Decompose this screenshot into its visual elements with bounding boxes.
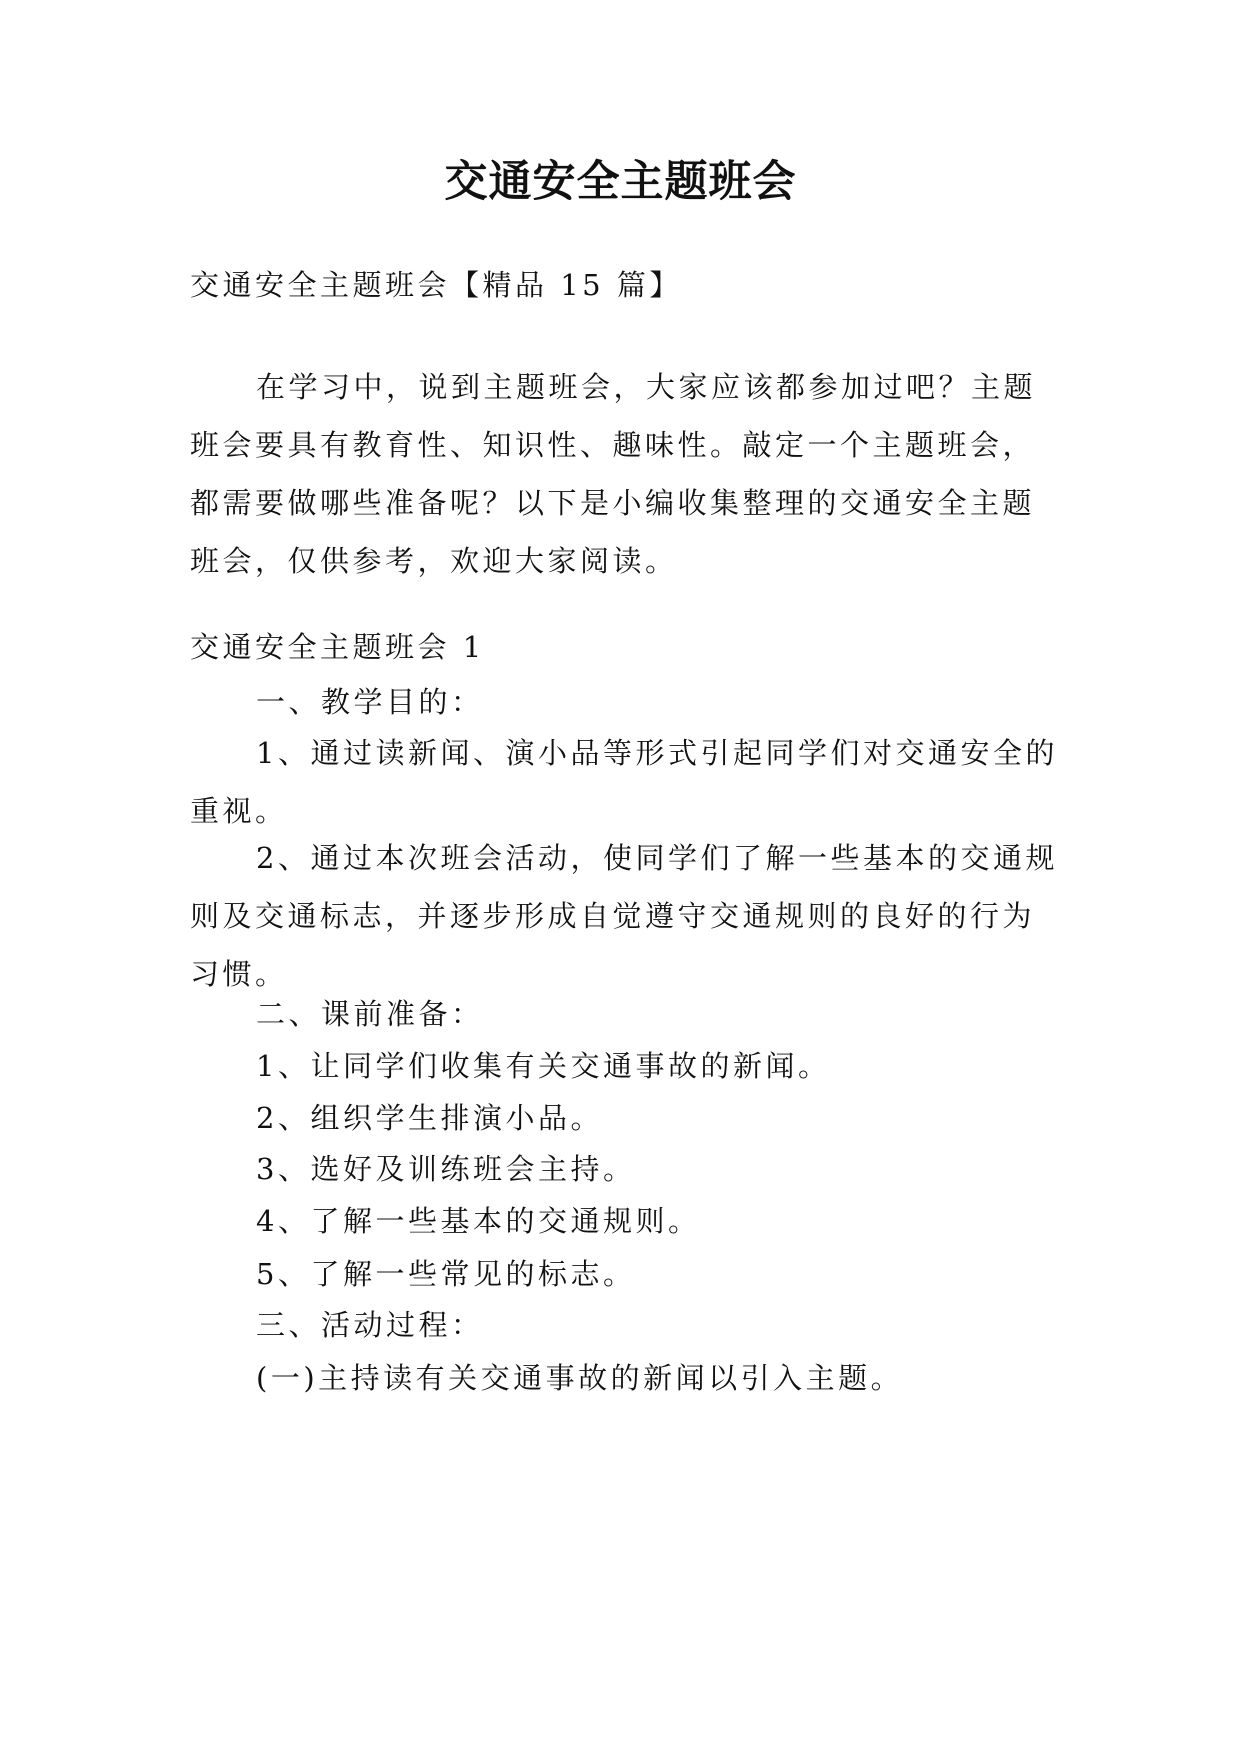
list-item: 二、课前准备： bbox=[256, 997, 484, 1031]
list-item: 5、了解一些常见的标志。 bbox=[256, 1257, 636, 1291]
list-item: (一)主持读有关交通事故的新闻以引入主题。 bbox=[256, 1361, 904, 1395]
list-item: 2、通过本次班会活动，使同学们了解一些基本的交通规则及交通标志，并逐步形成自觉遵守交通规则的良好的行为习惯。 bbox=[190, 841, 1058, 991]
section-heading: 交通安全主题班会 1 bbox=[190, 630, 485, 664]
intro-paragraph: 在学习中，说到主题班会，大家应该都参加过吧？主题班会要具有教育性、知识性、趣味性。敲定一个主题班会，都需要做哪些准备呢？以下是小编收集整理的交通安全主题班会，仅供参考，欢迎大家阅读。 bbox=[190, 370, 1037, 578]
document-title: 交通安全主题班会 bbox=[444, 157, 797, 207]
list-item: 3、选好及训练班会主持。 bbox=[256, 1152, 636, 1186]
list-item: 4、了解一些基本的交通规则。 bbox=[256, 1204, 701, 1238]
list-item: 1、让同学们收集有关交通事故的新闻。 bbox=[256, 1049, 831, 1083]
list-item: 一、教学目的： bbox=[256, 685, 484, 719]
list-item: 1、通过读新闻、演小品等形式引起同学们对交通安全的重视。 bbox=[190, 736, 1058, 828]
list-item: 2、组织学生排演小品。 bbox=[256, 1101, 603, 1135]
list-item: 三、活动过程： bbox=[256, 1308, 484, 1342]
document-subtitle: 交通安全主题班会【精品 15 篇】 bbox=[190, 268, 682, 302]
